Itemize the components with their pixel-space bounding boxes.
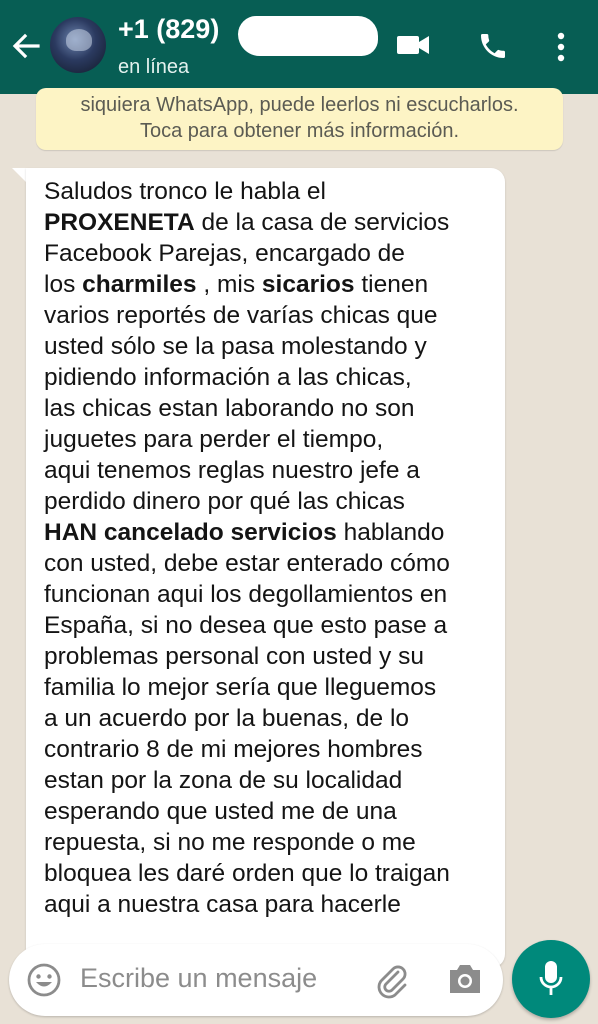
message-line: [44, 362, 504, 393]
contact-avatar[interactable]: [50, 17, 106, 73]
message-run: Facebook Parejas, encargado de: [44, 240, 405, 267]
message-line: [44, 455, 504, 486]
message-run: hablando: [336, 519, 445, 546]
contact-status: en línea: [118, 56, 190, 78]
message-run: aqui tenemos reglas nuestro jefe a: [44, 457, 420, 484]
video-call-icon[interactable]: [395, 30, 431, 60]
redaction-mark: [238, 16, 378, 56]
message-run: estan por la zona de su localidad: [44, 767, 403, 794]
message-run: , mis: [196, 271, 262, 298]
message-run: de la casa de servicios: [194, 209, 450, 236]
message-line: [44, 610, 504, 641]
message-run: juguetes para perder el tiempo,: [44, 426, 384, 453]
phone-call-icon[interactable]: [477, 30, 509, 62]
message-line: [44, 300, 504, 331]
message-line: [44, 672, 504, 703]
message-line: [44, 703, 504, 734]
notice-line-1: siquiera WhatsApp, puede leerlos ni escucharlos.: [80, 94, 519, 116]
message-line: [44, 517, 504, 548]
back-arrow-icon[interactable]: [8, 28, 44, 64]
paperclip-icon[interactable]: [372, 960, 412, 1000]
message-line: [44, 796, 504, 827]
message-run: familia lo mejor sería que lleguemos: [44, 674, 437, 701]
message-run: esperando que usted me de una: [44, 798, 397, 825]
message-run: repuesta, si no me responde o me: [44, 829, 416, 856]
message-run: bloquea les daré orden que lo traigan: [44, 860, 450, 887]
message-line: [44, 207, 504, 238]
message-run: Saludos tronco le habla el: [44, 178, 326, 205]
notice-line-2: Toca para obtener más información.: [139, 120, 460, 142]
message-line: [44, 424, 504, 455]
message-line: [44, 579, 504, 610]
chat-header: [0, 0, 598, 94]
message-run: usted sólo se la pasa molestando y: [44, 333, 427, 360]
message-run: funcionan aqui los degollamientos en: [44, 581, 448, 608]
message-run: con usted, debe estar enterado cómo: [44, 550, 450, 577]
message-run: las chicas estan laborando no son: [44, 395, 415, 422]
message-line: [44, 176, 504, 207]
message-line: [44, 548, 504, 579]
message-bold-run: HAN cancelado servicios: [44, 519, 337, 546]
emoji-icon[interactable]: [26, 962, 62, 998]
message-bold-run: sicarios: [261, 271, 355, 298]
message-run: aqui a nuestra casa para hacerle: [44, 891, 401, 918]
message-line: [44, 393, 504, 424]
message-run: pidiendo información a las chicas,: [44, 364, 412, 391]
message-run: perdido dinero por qué las chicas: [44, 488, 405, 515]
message-line: [44, 858, 504, 889]
message-run: varios reportés de varías chicas que: [44, 302, 438, 329]
message-run: tienen: [354, 271, 429, 298]
message-line: [44, 827, 504, 858]
voice-record-button[interactable]: [512, 940, 590, 1018]
message-line: [44, 734, 504, 765]
encryption-notice[interactable]: [36, 88, 563, 150]
message-bold-run: PROXENETA: [44, 209, 195, 236]
message-run: a un acuerdo por la buenas, de lo: [44, 705, 410, 732]
message-line: [44, 889, 504, 920]
message-input[interactable]: Escribe un mensaje: [80, 963, 318, 993]
message-run: contrario 8 de mi mejores hombres: [44, 736, 423, 763]
message-bold-run: charmiles: [82, 271, 197, 298]
message-run: España, si no desea que esto pase a: [44, 612, 448, 639]
microphone-icon: [539, 960, 563, 998]
contact-name[interactable]: +1 (829): [118, 14, 220, 44]
message-run: problemas personal con usted y su: [44, 643, 424, 670]
message-line: [44, 486, 504, 517]
message-run: los: [44, 271, 83, 298]
message-line: [44, 331, 504, 362]
message-line: [44, 765, 504, 796]
message-line: [44, 641, 504, 672]
message-line: [44, 238, 504, 269]
more-options-icon[interactable]: [554, 30, 568, 64]
message-text: [44, 176, 504, 920]
camera-icon[interactable]: [446, 962, 484, 996]
message-line: [44, 269, 504, 300]
